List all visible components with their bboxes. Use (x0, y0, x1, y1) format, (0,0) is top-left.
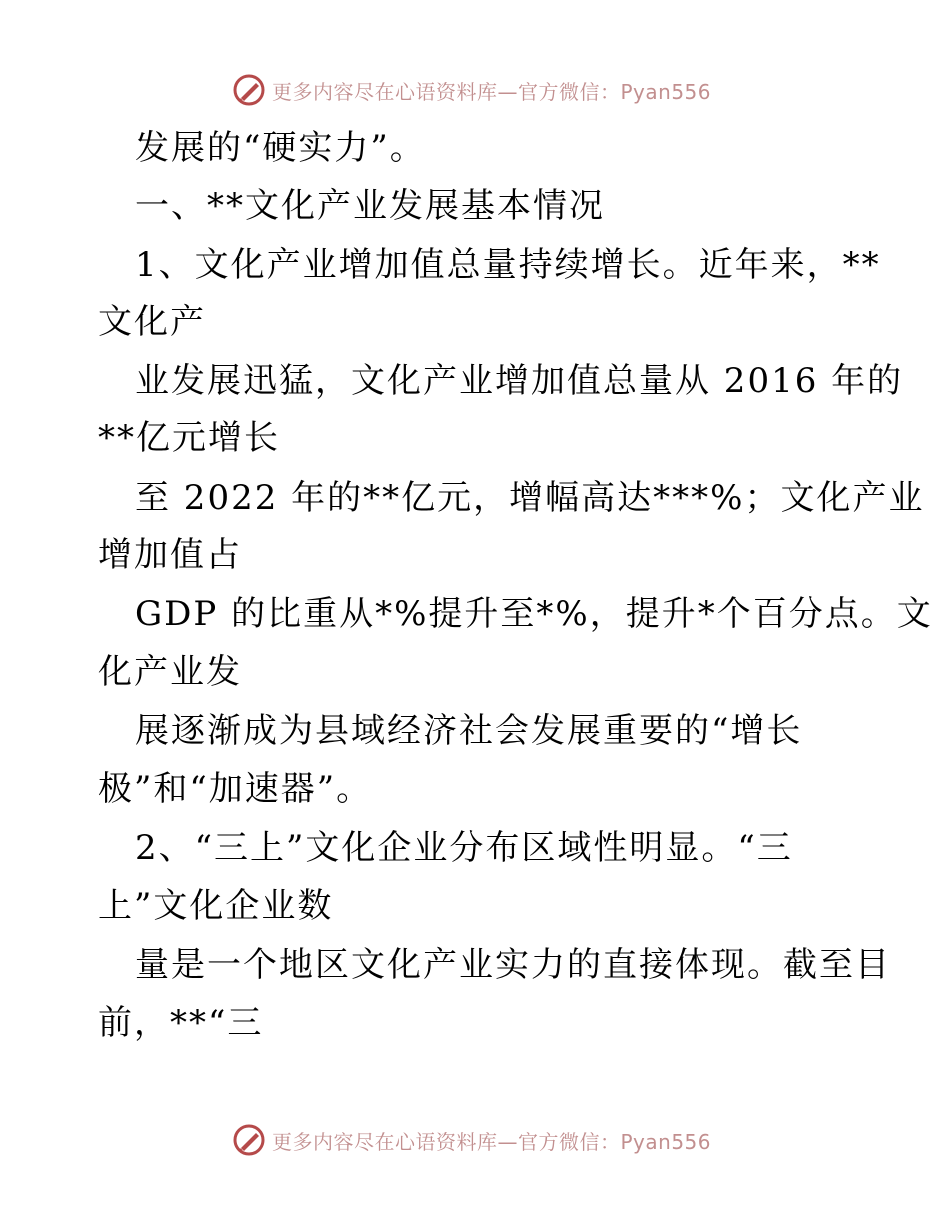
text-line: **亿元增长 (98, 418, 280, 458)
text-line: 量是一个地区文化产业实力的直接体现。截至目 (135, 945, 891, 985)
section-heading: 一、**文化产业发展基本情况 (135, 186, 605, 226)
footer-banner (232, 1122, 711, 1158)
text-line: 发展的“硬实力”。 (135, 128, 426, 168)
text-line: 上”文化企业数 (98, 886, 334, 926)
text-line: 增加值占 (98, 535, 242, 575)
text-line: 2、“三上”文化企业分布区域性明显。“三 (135, 828, 793, 868)
text-line: 极”和“加速器”。 (98, 769, 373, 809)
banner-text: 更多内容尽在心语资料库—官方微信：Pyan556 (272, 79, 712, 104)
text-line: 业发展迅猛，文化产业增加值总量从 2016 年的 (135, 361, 904, 401)
text-line: 1、文化产业增加值总量持续增长。近年来，** (135, 245, 881, 285)
text-line: GDP 的比重从*%提升至*%，提升*个百分点。文 (135, 594, 933, 634)
logo-pen-icon (232, 1123, 266, 1157)
text-line: 文化产 (98, 302, 206, 342)
text-line: 化产业发 (98, 652, 242, 692)
text-line: 展逐渐成为县域经济社会发展重要的“增长 (135, 711, 803, 751)
banner-text: 更多内容尽在心语资料库—官方微信：Pyan556 (272, 1129, 712, 1154)
text-line: 至 2022 年的**亿元，增幅高达***%；文化产业 (135, 478, 925, 518)
text-line: 前，**“三 (98, 1003, 264, 1043)
